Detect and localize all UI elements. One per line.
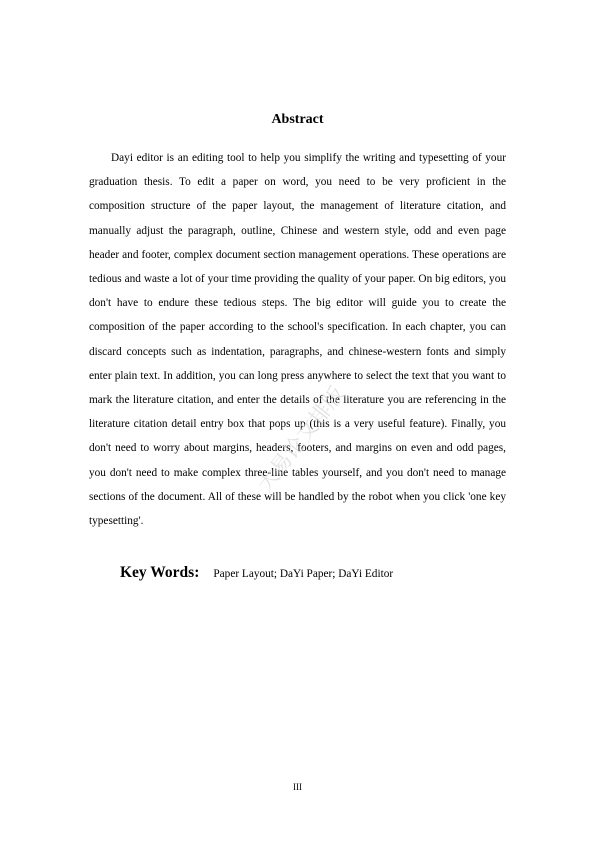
abstract-title: Abstract [271,112,324,127]
keywords-label: Key Words: [120,564,200,581]
keywords-line [120,563,393,584]
watermark-text: 大易论文排版 [252,381,350,497]
page-number: III [293,782,302,792]
keywords-value: Paper Layout; DaYi Paper; DaYi Editor [213,568,394,580]
abstract-body: Dayi editor is an editing tool to help you simplify the writing and typesetting of your graduation thesis. To edit a paper on word, you need to be very proficient in the composition structure of the paper layout, the management of literature citation, and manually adjust the paragraph, outline, Chinese and western style, odd and even page header and footer, complex document section management operations. These operations are tedious and waste a lot of your time providing the quality of your paper. On big editors, you don't have to endure these tedious steps. The big editor will guide you to create the composition of the paper according to the school's specification. In each chapter, you can discard concepts such as indentation, paragraphs, and chinese-western fonts and simply enter plain text. In addition, you can long press anywhere to select the text that you want to mark the literature citation, and enter the details of the literature you are referencing in the literature citation detail entry box that pops up (this is a very useful feature). Finally, you don't need to worry about margins, headers, footers, and margins on even and odd pages, you don't need to make complex three-line tables yourself, and you don't need to manage sections of the document. All of these will be handled by the robot when you click 'one key typesetting'. [89,152,506,528]
